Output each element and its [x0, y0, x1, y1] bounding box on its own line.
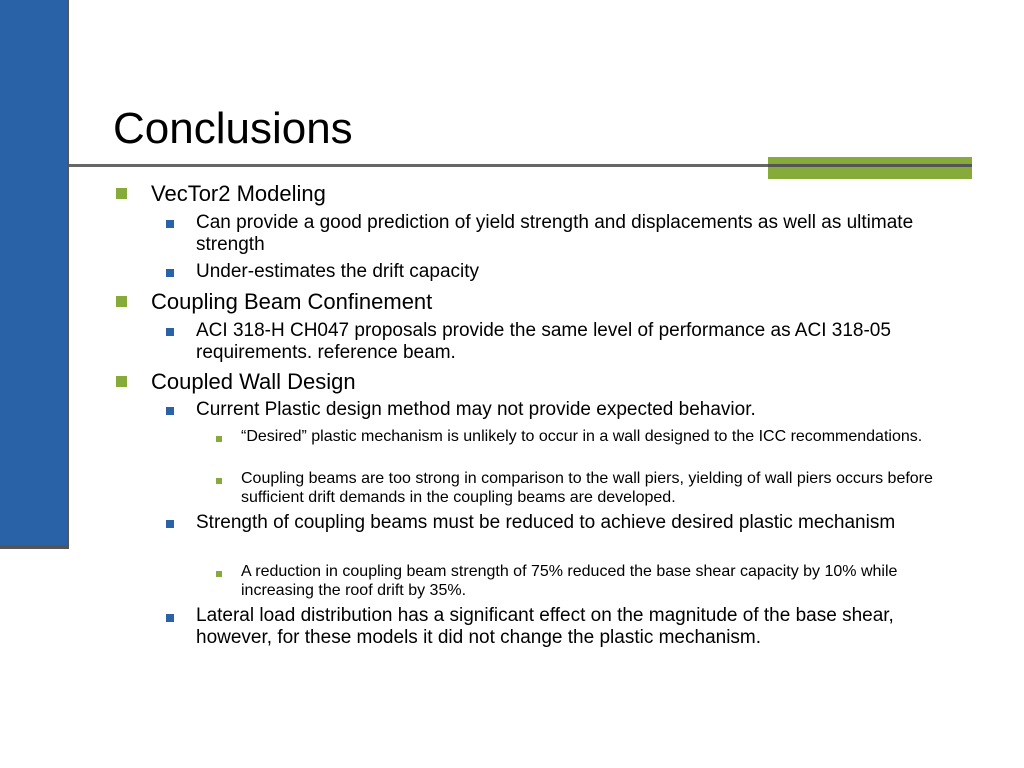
- sidebar-edge: [67, 0, 69, 549]
- list-item: Can provide a good prediction of yield strength and displacements as well as ultimate strength: [196, 212, 914, 255]
- bullet-l2-icon: [166, 269, 174, 277]
- bullet-l1-icon: [116, 376, 127, 387]
- list-item: Current Plastic design method may not provide expected behavior.: [196, 399, 756, 420]
- list-item: Coupling beams are too strong in comparison to the wall piers, yielding of wall piers occurs before sufficient drift demands in the coupling beams are developed.: [241, 470, 933, 506]
- bullet-l3-icon: [216, 478, 222, 484]
- section-heading: Coupled Wall Design: [151, 369, 356, 394]
- bullet-l3-icon: [216, 571, 222, 577]
- accent-divider: [768, 164, 972, 167]
- sidebar-band: [0, 0, 67, 545]
- list-item: Under-estimates the drift capacity: [196, 261, 480, 282]
- sidebar-shadow: [0, 545, 69, 549]
- bullet-l2-icon: [166, 520, 174, 528]
- section-heading: VecTor2 Modeling: [151, 181, 326, 206]
- bullet-l1-icon: [116, 296, 127, 307]
- list-item: Strength of coupling beams must be reduced to achieve desired plastic mechanism: [196, 512, 896, 533]
- list-item: ACI 318-H CH047 proposals provide the same level of performance as ACI 318-05 requirements. reference beam.: [196, 320, 891, 363]
- list-item: Lateral load distribution has a significant effect on the magnitude of the base shear, however, for these models it did not change the plastic mechanism.: [196, 605, 894, 648]
- list-item: “Desired” plastic mechanism is unlikely to occur in a wall designed to the ICC recommendations.: [241, 428, 923, 445]
- section-heading: Coupling Beam Confinement: [151, 289, 433, 314]
- bullet-l2-icon: [166, 407, 174, 415]
- slide-title: Conclusions: [113, 104, 353, 153]
- bullet-l2-icon: [166, 614, 174, 622]
- bullet-l1-icon: [116, 188, 127, 199]
- bullet-l2-icon: [166, 328, 174, 336]
- bullet-l3-icon: [216, 436, 222, 442]
- bullet-l2-icon: [166, 220, 174, 228]
- list-item: A reduction in coupling beam strength of 75% reduced the base shear capacity by 10% while increasing the roof drift by 35%.: [241, 563, 898, 599]
- accent-bar: [768, 157, 972, 179]
